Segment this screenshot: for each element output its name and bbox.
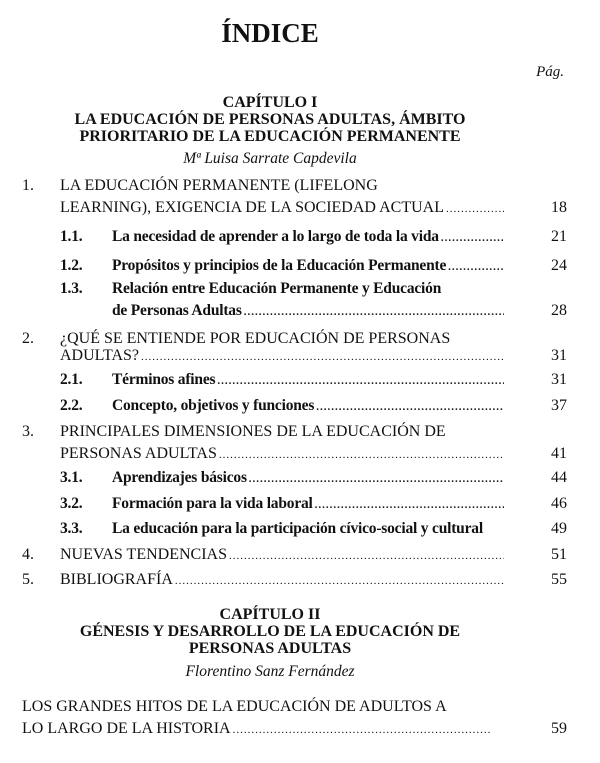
- page-number: 18: [551, 199, 567, 216]
- entry-number: 3.: [22, 423, 34, 440]
- entry-number: 3.1.: [60, 469, 83, 486]
- entry-text: Términos afines: [112, 371, 216, 388]
- entry-number: 2.1.: [60, 371, 83, 388]
- toc-entry-line[interactable]: [112, 495, 504, 513]
- entry-number: 1.: [22, 177, 34, 194]
- entry-text: Relación entre Educación Permanente y Educación: [112, 280, 442, 297]
- entry-text: Aprendizajes básicos: [112, 469, 247, 486]
- entry-text: Concepto, objetivos y funciones: [112, 397, 315, 414]
- page-column-header: Pág.: [536, 64, 564, 80]
- dot-leader: [448, 261, 504, 273]
- chapter-title-line: PERSONAS ADULTAS: [188, 640, 352, 657]
- dot-leader: [217, 375, 504, 387]
- dot-leader: [219, 449, 504, 461]
- page-number: 31: [551, 347, 567, 364]
- entry-number: 5.: [22, 571, 34, 588]
- chapter-1-heading: [40, 94, 500, 145]
- page-number: 41: [551, 445, 567, 462]
- toc-entry-line[interactable]: [60, 445, 504, 463]
- toc-entry-line[interactable]: [60, 199, 504, 217]
- toc-entry-line[interactable]: [60, 423, 504, 441]
- entry-text: ADULTAS?: [60, 347, 140, 364]
- entry-number: 2.2.: [60, 397, 83, 414]
- chapter-label: CAPÍTULO I: [222, 94, 318, 111]
- toc-entry-line[interactable]: [112, 228, 504, 246]
- entry-text: NUEVAS TENDENCIAS: [60, 546, 227, 563]
- dot-leader: [441, 232, 504, 244]
- chapter-label: CAPÍTULO II: [219, 606, 321, 623]
- entry-number: 1.3.: [60, 280, 83, 297]
- dot-leader: [249, 473, 504, 485]
- page-number: 28: [551, 302, 567, 319]
- dot-leader: [316, 401, 504, 413]
- dot-leader: [446, 203, 504, 215]
- toc-entry-line[interactable]: [60, 330, 504, 348]
- entry-text: de Personas Adultas: [112, 302, 242, 319]
- page-number: 37: [551, 397, 567, 414]
- chapter-author: Florentino Sanz Fernández: [185, 663, 355, 680]
- chapter-2-heading: [40, 606, 500, 657]
- entry-number: 1.2.: [60, 257, 83, 274]
- chapter-title-line: PRIORITARIO DE LA EDUCACIÓN PERMANENTE: [79, 128, 461, 145]
- dot-leader: [141, 351, 504, 363]
- entry-number: 3.3.: [60, 520, 83, 537]
- entry-number: 3.2.: [60, 495, 83, 512]
- page-number: 59: [551, 720, 567, 737]
- entry-text: LEARNING), EXIGENCIA DE LA SOCIEDAD ACTUAL: [60, 199, 444, 216]
- entry-text: Propósitos y principios de la Educación Permanente: [112, 257, 447, 274]
- page-number: 31: [551, 371, 567, 388]
- page-title: ÍNDICE: [221, 18, 319, 48]
- entry-text: La necesidad de aprender a lo largo de toda la vida: [112, 228, 439, 245]
- dot-leader: [244, 306, 504, 318]
- dot-leader: [229, 550, 504, 562]
- toc-entry-line[interactable]: LOS GRANDES HITOS DE LA EDUCACIÓN DE ADULTOS A: [22, 698, 447, 715]
- dot-leader: [233, 724, 492, 736]
- dot-leader: [175, 575, 504, 587]
- entry-text: La educación para la participación cívico-social y cultural: [112, 520, 483, 537]
- page-number: 49: [551, 520, 567, 537]
- page-number: 55: [551, 571, 567, 588]
- entry-text: PERSONAS ADULTAS: [60, 445, 217, 462]
- toc-entry-line[interactable]: [60, 347, 504, 365]
- entry-text: ¿QUÉ SE ENTIENDE POR EDUCACIÓN DE PERSONAS: [60, 330, 451, 347]
- entry-number: 2.: [22, 330, 34, 347]
- toc-entry-line[interactable]: [60, 177, 504, 195]
- entry-text: BIBLIOGRAFÍA: [60, 571, 173, 588]
- toc-entry-line[interactable]: LO LARGO DE LA HISTORIA .....: [22, 720, 492, 738]
- entry-text: Formación para la vida laboral: [112, 495, 313, 512]
- chapter-author: Mª Luisa Sarrate Capdevila: [183, 150, 357, 167]
- page-number: 51: [551, 546, 567, 563]
- toc-entry-line[interactable]: [112, 257, 504, 275]
- toc-entry-line[interactable]: [112, 280, 504, 298]
- toc-entry-line[interactable]: [60, 546, 504, 564]
- toc-entry-line[interactable]: [112, 397, 504, 415]
- dot-leader: [315, 499, 504, 511]
- chapter-title-line: LA EDUCACIÓN DE PERSONAS ADULTAS, ÁMBITO: [74, 111, 466, 128]
- page-number: 44: [551, 469, 567, 486]
- toc-entry-line[interactable]: [112, 469, 504, 487]
- page-number: 24: [551, 257, 567, 274]
- entry-text: PRINCIPALES DIMENSIONES DE LA EDUCACIÓN DE: [60, 423, 446, 440]
- entry-text: LA EDUCACIÓN PERMANENTE (LIFELONG: [60, 177, 378, 194]
- toc-entry-line[interactable]: [112, 520, 504, 538]
- toc-entry-line[interactable]: [60, 571, 504, 589]
- entry-number: 1.1.: [60, 228, 83, 245]
- entry-number: 4.: [22, 546, 34, 563]
- page-number: 21: [551, 228, 567, 245]
- toc-entry-line[interactable]: [112, 302, 504, 320]
- page-number: 46: [551, 495, 567, 512]
- toc-entry-line[interactable]: [112, 371, 504, 389]
- chapter-title-line: GÉNESIS Y DESARROLLO DE LA EDUCACIÓN DE: [79, 623, 461, 640]
